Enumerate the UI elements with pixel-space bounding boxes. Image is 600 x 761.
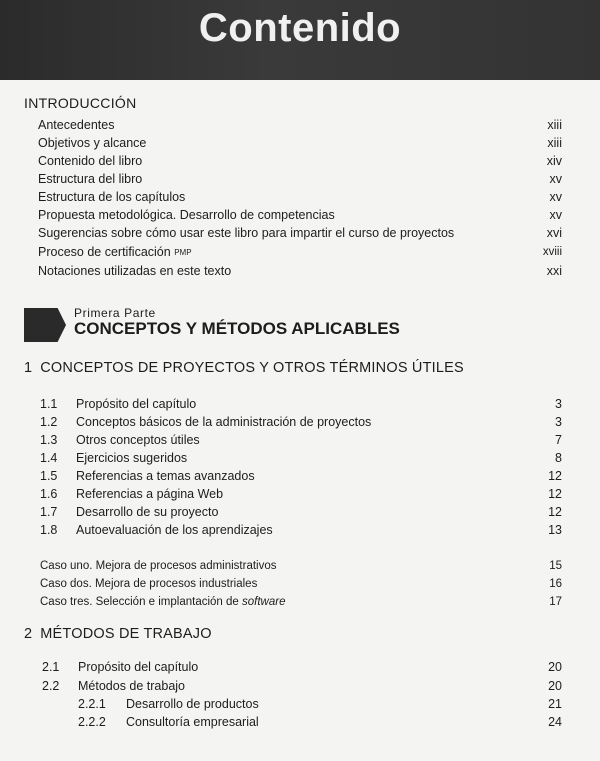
toc-entry-text-main: Proceso de certificación xyxy=(38,245,171,259)
part-label: Primera Parte xyxy=(74,306,156,320)
section-number: 1.6 xyxy=(40,487,58,501)
section-page: 3 xyxy=(555,415,562,429)
chapter-heading[interactable] xyxy=(24,626,212,642)
section-number: 2.2 xyxy=(42,679,60,693)
section-number: 1.8 xyxy=(40,523,58,537)
section-page: 13 xyxy=(548,523,562,537)
chapter-number: 2 xyxy=(24,626,33,642)
section-text: Ejercicios sugeridos xyxy=(76,451,188,465)
section-number: 1.3 xyxy=(40,433,58,447)
case-text xyxy=(40,593,285,611)
toc-entry-page: xiii xyxy=(547,136,562,150)
toc-subsection[interactable] xyxy=(0,713,600,731)
toc-section[interactable] xyxy=(0,395,600,413)
case-entry[interactable] xyxy=(0,557,600,575)
subsection-number: 2.2.2 xyxy=(78,715,106,729)
section-page: 12 xyxy=(548,469,562,483)
toc-section[interactable] xyxy=(0,431,600,449)
toc-entry-text: Estructura de los capítulos xyxy=(38,190,186,204)
toc-entry-page: xv xyxy=(549,190,562,204)
section-text: Desarrollo de su proyecto xyxy=(76,505,219,519)
chapter-title: CONCEPTOS DE PROYECTOS Y OTROS TÉRMINOS ÚTILES xyxy=(40,360,464,376)
subsection-text: Consultoría empresarial xyxy=(126,715,259,729)
toc-section[interactable] xyxy=(0,467,600,485)
case-entry[interactable] xyxy=(0,593,600,611)
toc-entry-page: xv xyxy=(549,172,562,186)
toc-section[interactable] xyxy=(0,449,600,467)
toc-section[interactable] xyxy=(0,485,600,503)
section-page: 8 xyxy=(555,451,562,465)
toc-entry-text: Sugerencias sobre cómo usar este libro para impartir el curso de proyectos xyxy=(38,226,455,240)
section-number: 1.1 xyxy=(40,397,58,411)
toc-entry-text: Notaciones utilizadas en este texto xyxy=(38,264,232,278)
section-number: 1.5 xyxy=(40,469,58,483)
toc-section[interactable] xyxy=(0,413,600,431)
case-text-main: Caso tres. Selección e implantación de xyxy=(40,596,242,608)
toc-section[interactable] xyxy=(0,658,600,676)
section-text: Métodos de trabajo xyxy=(78,679,186,693)
toc-entry-page: xv xyxy=(549,208,562,222)
toc-section[interactable] xyxy=(0,503,600,521)
part-title: CONCEPTOS Y MÉTODOS APLICABLES xyxy=(74,319,400,338)
chapter-heading[interactable] xyxy=(24,360,464,376)
toc-entry[interactable] xyxy=(0,170,600,188)
chapter-title: MÉTODOS DE TRABAJO xyxy=(40,626,212,642)
case-page: 16 xyxy=(549,578,562,590)
header-banner xyxy=(0,0,600,80)
subsection-page: 24 xyxy=(548,715,562,729)
toc-entry[interactable] xyxy=(0,243,600,261)
pmp-mark: PMP xyxy=(174,248,192,257)
case-page: 17 xyxy=(549,596,562,608)
toc-entry-page: xvi xyxy=(546,226,562,240)
toc-entry-text xyxy=(38,243,192,262)
toc-entry-text: Propuesta metodológica. Desarrollo de competencias xyxy=(38,208,335,222)
section-text: Otros conceptos útiles xyxy=(76,433,200,447)
toc-section[interactable] xyxy=(0,521,600,539)
toc-entry[interactable] xyxy=(0,134,600,152)
case-page: 15 xyxy=(549,560,562,572)
chapter-number: 1 xyxy=(24,360,33,376)
intro-heading: INTRODUCCIÓN xyxy=(24,95,137,111)
toc-entry-text: Estructura del libro xyxy=(38,172,143,186)
toc-entry-page: xxi xyxy=(546,264,562,278)
toc-entry[interactable] xyxy=(0,224,600,242)
section-page: 12 xyxy=(548,505,562,519)
toc-entry-page: xviii xyxy=(542,246,562,258)
section-number: 1.4 xyxy=(40,451,58,465)
toc-entry[interactable] xyxy=(0,188,600,206)
toc-entry-page: xiii xyxy=(547,118,562,132)
case-text: Caso uno. Mejora de procesos administrativos xyxy=(40,560,277,572)
section-page: 3 xyxy=(555,397,562,411)
page-title: Contenido xyxy=(198,6,402,50)
section-text: Conceptos básicos de la administración de proyectos xyxy=(76,415,372,429)
section-page: 12 xyxy=(548,487,562,501)
case-text: Caso dos. Mejora de procesos industriales xyxy=(40,578,258,590)
part-marker-icon xyxy=(24,308,66,342)
toc-entry-page: xiv xyxy=(546,154,562,168)
case-entry[interactable] xyxy=(0,575,600,593)
section-page: 20 xyxy=(548,660,562,674)
toc-section[interactable] xyxy=(0,677,600,695)
section-page: 7 xyxy=(555,433,562,447)
section-text: Propósito del capítulo xyxy=(76,397,197,411)
toc-entry[interactable] xyxy=(0,206,600,224)
toc-entry-text: Antecedentes xyxy=(38,118,115,132)
section-number: 1.2 xyxy=(40,415,58,429)
toc-subsection[interactable] xyxy=(0,695,600,713)
section-number: 1.7 xyxy=(40,505,58,519)
case-text-italic: software xyxy=(242,596,286,608)
toc-entry[interactable] xyxy=(0,116,600,134)
subsection-text: Desarrollo de productos xyxy=(126,697,259,711)
toc-entry[interactable] xyxy=(0,262,600,280)
toc-entry-text: Contenido del libro xyxy=(38,154,143,168)
subsection-number: 2.2.1 xyxy=(78,697,106,711)
toc-entry[interactable] xyxy=(0,152,600,170)
toc-entry-text: Objetivos y alcance xyxy=(38,136,147,150)
section-text: Referencias a temas avanzados xyxy=(76,469,255,483)
section-number: 2.1 xyxy=(42,660,60,674)
section-text: Referencias a página Web xyxy=(76,487,224,501)
subsection-page: 21 xyxy=(548,697,562,711)
section-text: Autoevaluación de los aprendizajes xyxy=(76,523,273,537)
section-page: 20 xyxy=(548,679,562,693)
section-text: Propósito del capítulo xyxy=(78,660,199,674)
